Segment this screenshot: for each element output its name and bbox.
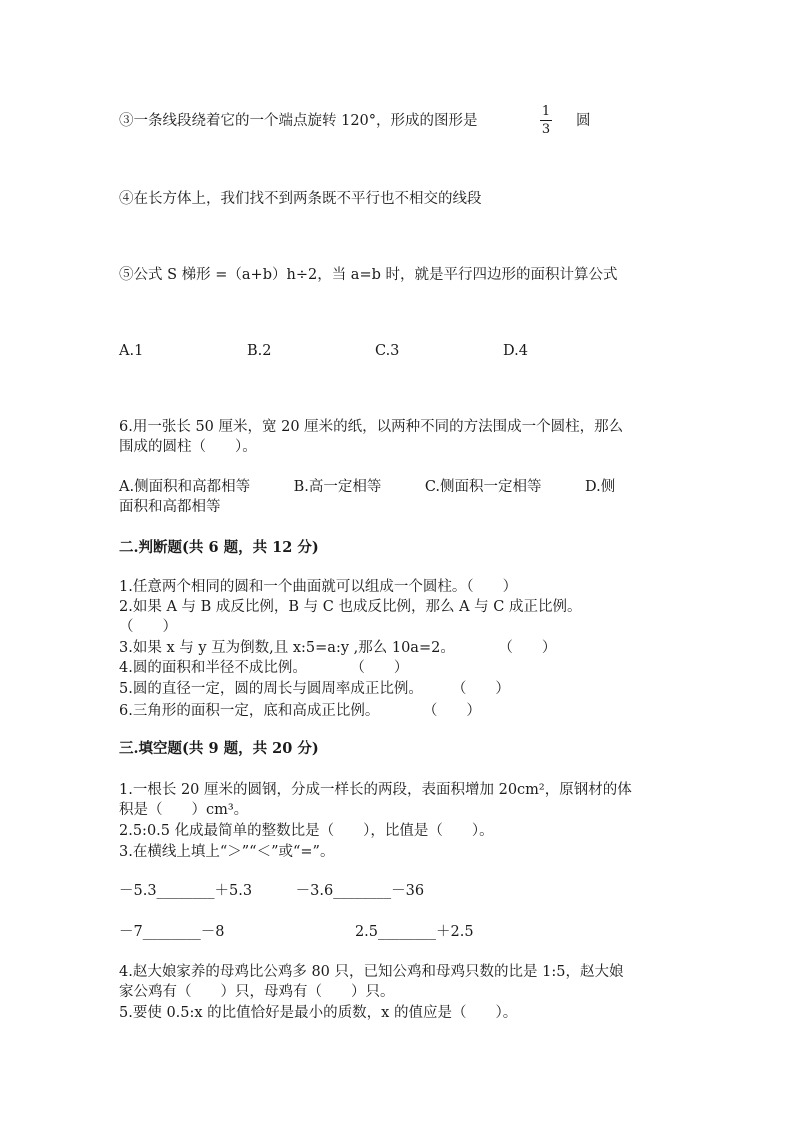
statement-3	[119, 111, 478, 131]
q5-option-b: B.2	[247, 343, 272, 359]
section-2-title: 二.判断题(共 6 题，共 12 分)	[119, 539, 319, 556]
compare-row-2: －7________－8 2.5________＋2.5	[119, 924, 474, 940]
fill-item-1-line1: 1.一根长 20 厘米的圆钢，分成一样长的两段，表面积增加 20cm²，原钢材的体	[119, 782, 632, 798]
judge-item-2: 2.如果 A 与 B 成反比例，B 与 C 也成反比例，那么 A 与 C 成正比例。	[119, 599, 582, 615]
judge-item-3: 3.如果 x 与 y 互为倒数,且 x:5=a:y ,那么 10a=2。 （ ）	[119, 640, 557, 656]
q5-option-d: D.4	[503, 343, 528, 359]
statement-3-text: ③一条线段绕着它的一个端点旋转 120°，形成的图形是	[119, 113, 478, 129]
q6-stem-line1: 6.用一张长 50 厘米，宽 20 厘米的纸，以两种不同的方法围成一个圆柱，那么	[119, 419, 624, 435]
fill-item-4-line2: 家公鸡有（ ）只，母鸡有（ ）只。	[119, 984, 395, 1000]
statement-3-suffix: 圆	[576, 113, 591, 129]
fraction-one-third	[538, 104, 554, 137]
q6-options-line2: 面积和高都相等	[119, 499, 221, 515]
judge-item-5: 5.圆的直径一定，圆的周长与圆周率成正比例。 （ ）	[119, 681, 510, 697]
fill-item-5: 5.要使 0.5:x 的比值恰好是最小的质数，x 的值应是（ ）。	[119, 1005, 518, 1021]
fraction-numerator: 1	[541, 104, 551, 119]
statement-5: ⑤公式 S 梯形 =（a+b）h÷2，当 a=b 时，就是平行四边形的面积计算公式	[119, 267, 618, 283]
q6-stem-line2: 围成的圆柱（ ）。	[119, 439, 257, 455]
statement-4: ④在长方体上，我们找不到两条既不平行也不相交的线段	[119, 191, 482, 207]
judge-item-1: 1.任意两个相同的圆和一个曲面就可以组成一个圆柱。（ ）	[119, 579, 518, 595]
judge-item-2-paren: （ ）	[119, 619, 177, 635]
compare-row-1: －5.3________＋5.3 －3.6________－36	[119, 883, 425, 899]
section-3-title: 三.填空题(共 9 题，共 20 分)	[119, 740, 319, 757]
fill-item-4-line1: 4.赵大娘家养的母鸡比公鸡多 80 只，已知公鸡和母鸡只数的比是 1:5，赵大娘	[119, 964, 624, 980]
q5-option-a: A.1	[119, 343, 144, 359]
fraction-bar	[540, 120, 552, 121]
fill-item-1-line2: 积是（ ）cm³。	[119, 802, 249, 818]
judge-item-6: 6.三角形的面积一定，底和高成正比例。 （ ）	[119, 703, 481, 719]
q5-option-c: C.3	[375, 343, 400, 359]
fill-item-2: 2.5:0.5 化成最简单的整数比是（ ），比值是（ ）。	[119, 823, 494, 839]
q6-options-line1: A.侧面积和高都相等 B.高一定相等 C.侧面积一定相等 D.侧	[119, 479, 616, 495]
judge-item-4: 4.圆的面积和半径不成比例。 （ ）	[119, 660, 409, 676]
fraction-denominator: 3	[541, 122, 551, 137]
fill-item-3: 3.在横线上填上“＞”“＜”或“=”。	[119, 844, 335, 860]
